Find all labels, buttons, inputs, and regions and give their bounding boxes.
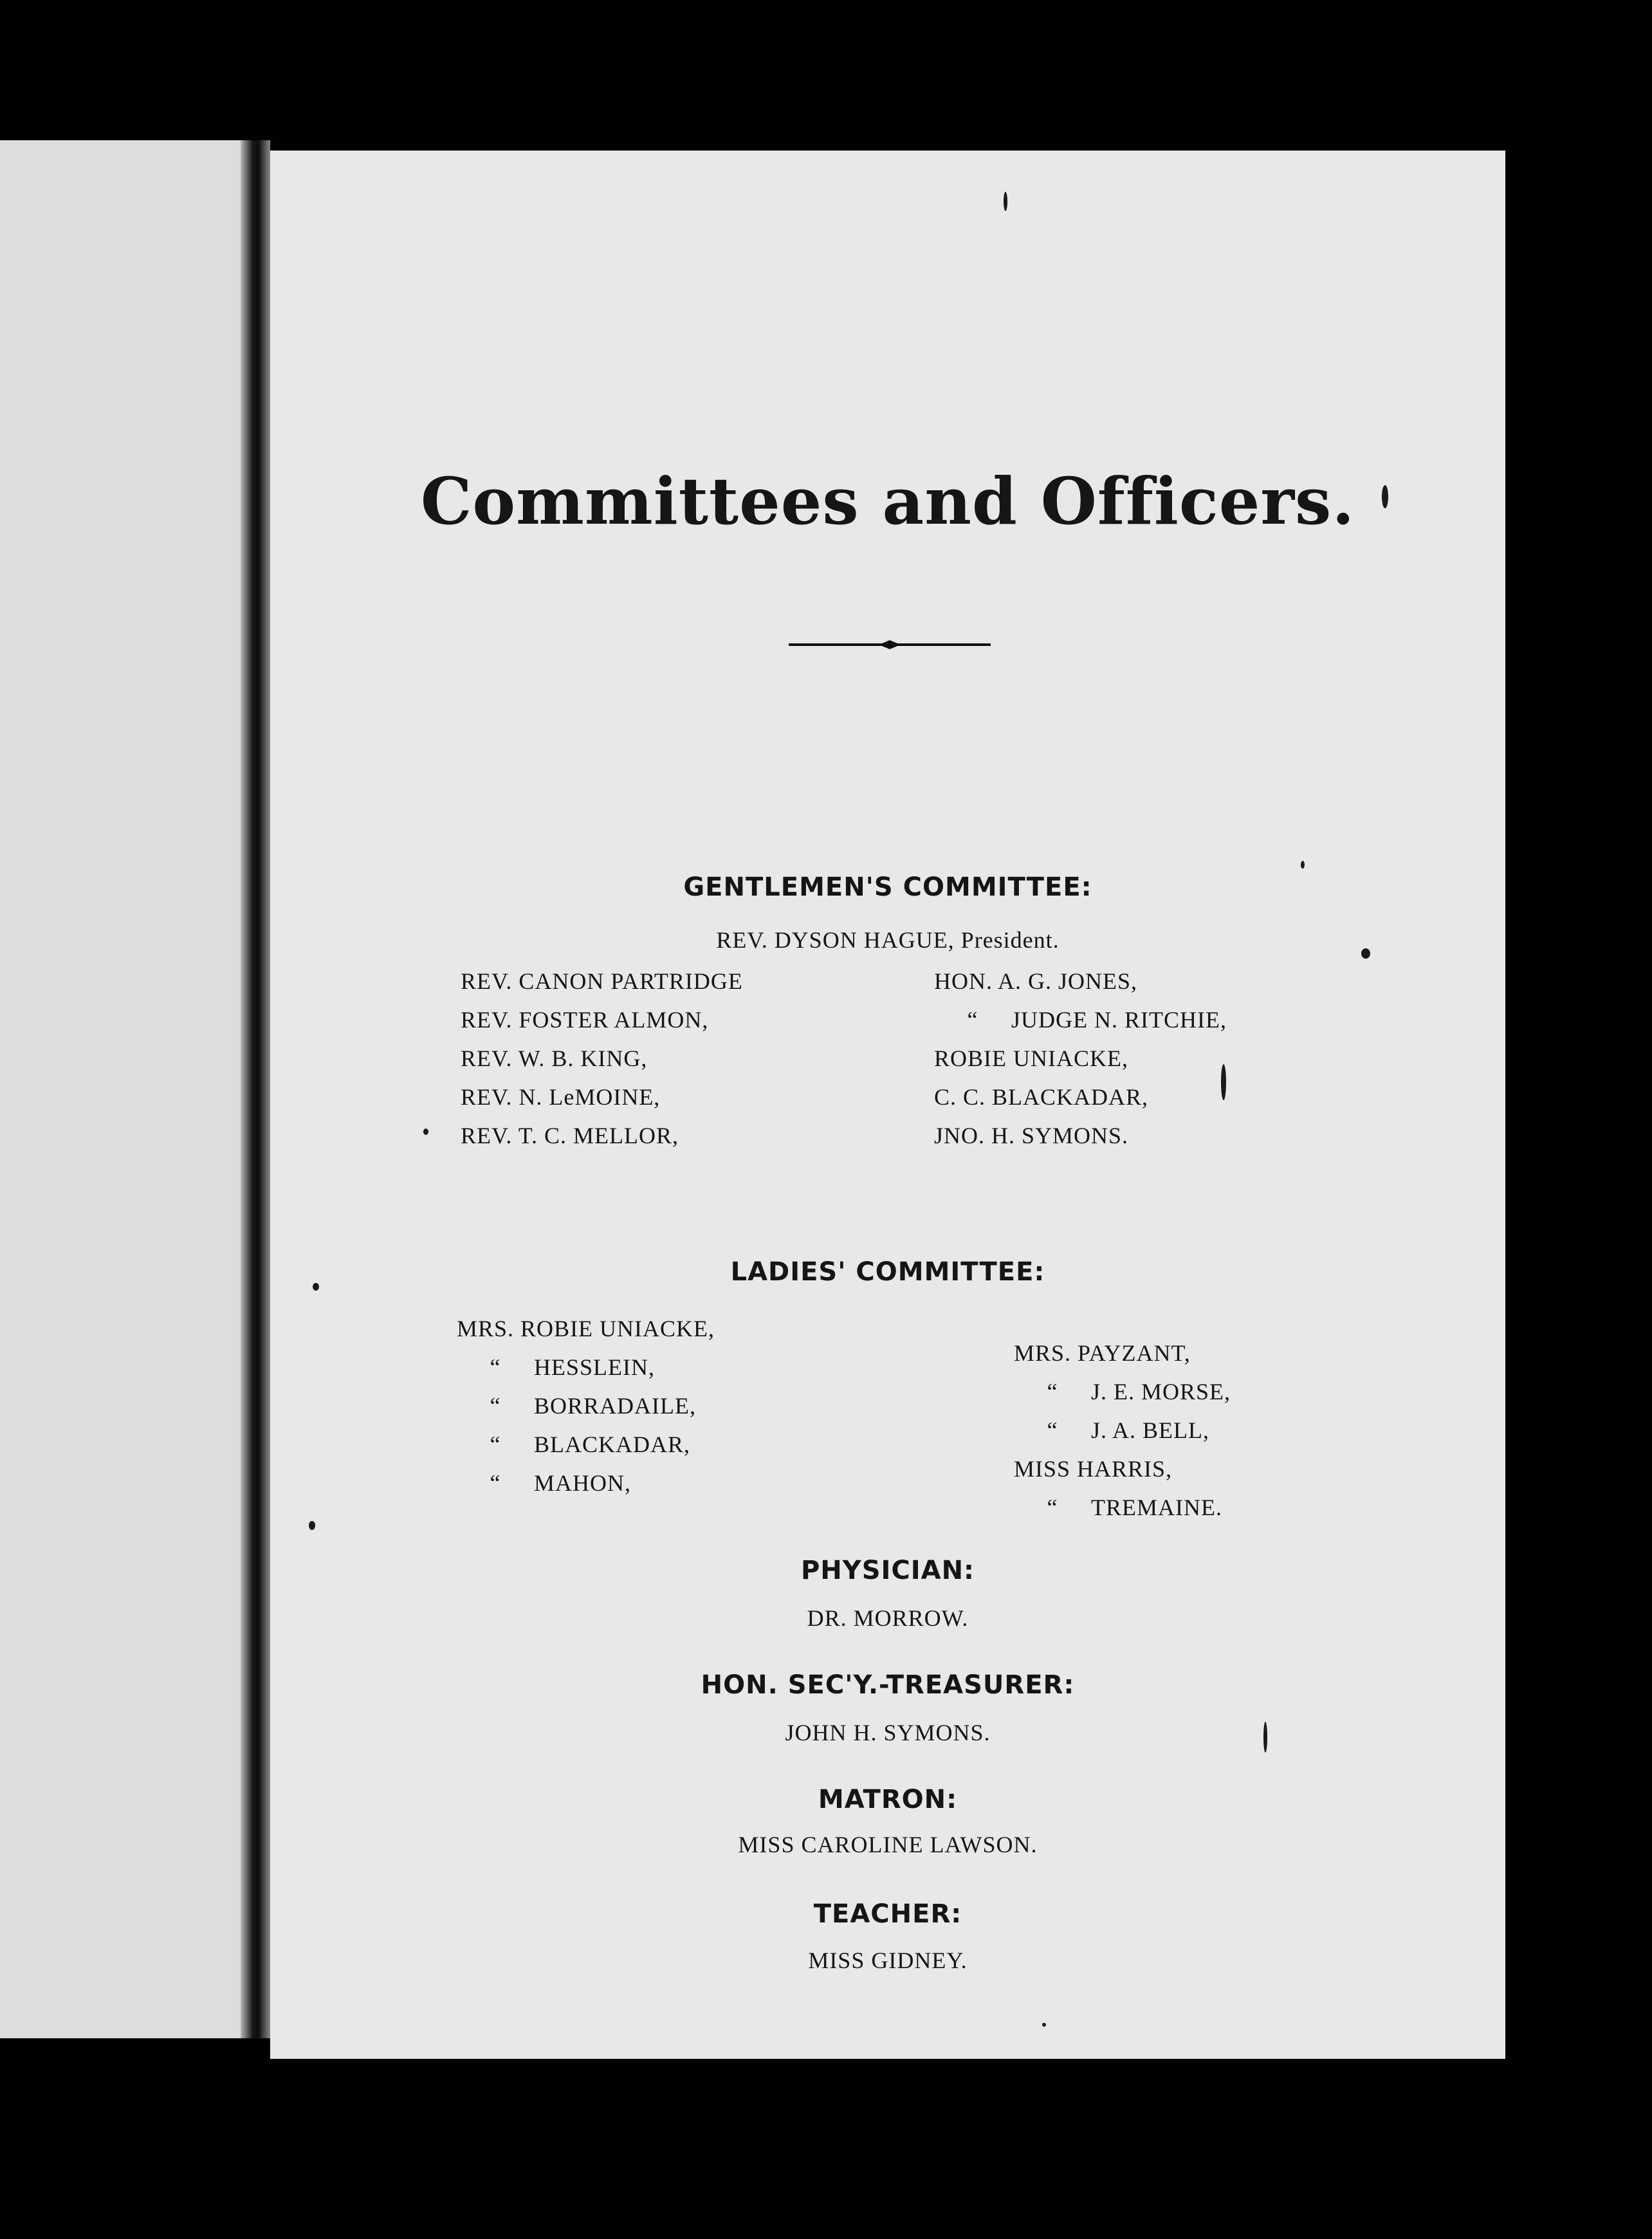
teacher-name: MISS GIDNEY. xyxy=(808,1948,968,1973)
gentleman-left-5: REV. T. C. MELLOR, xyxy=(461,1123,679,1148)
ditto-mark: “ xyxy=(490,1393,501,1419)
gentleman-right-3: ROBIE UNIACKE, xyxy=(934,1046,1128,1071)
lady-left-2-row xyxy=(457,1354,655,1381)
ornament-divider xyxy=(789,638,991,651)
gentleman-right-2-row xyxy=(934,1006,1227,1033)
ditto-mark: “ xyxy=(1047,1379,1058,1405)
lady-right-4: MISS HARRIS, xyxy=(1014,1456,1173,1482)
gentleman-right-5: JNO. H. SYMONS. xyxy=(934,1123,1129,1148)
lady-left-5-row xyxy=(457,1470,631,1497)
facing-page xyxy=(0,140,257,2038)
gentleman-left-1: REV. CANON PARTRIDGE xyxy=(461,968,743,994)
lady-right-1: MRS. PAYZANT, xyxy=(1014,1340,1191,1366)
lady-left-3-row xyxy=(457,1392,696,1419)
scan-speck xyxy=(1004,192,1007,211)
ditto-mark: “ xyxy=(490,1470,501,1496)
ditto-mark: “ xyxy=(1047,1417,1058,1443)
gentleman-right-4: C. C. BLACKADAR, xyxy=(934,1084,1149,1110)
matron-name: MISS CAROLINE LAWSON. xyxy=(738,1832,1038,1857)
lady-left-4: BLACKADAR, xyxy=(534,1432,691,1457)
treasurer-heading: HON. SEC'Y.-TREASURER: xyxy=(701,1670,1075,1700)
scan-speck xyxy=(423,1129,428,1135)
lady-left-3: BORRADAILE, xyxy=(534,1393,696,1419)
treasurer-name: JOHN H. SYMONS. xyxy=(785,1720,991,1746)
ditto-mark: “ xyxy=(490,1354,501,1380)
lady-right-5: TREMAINE. xyxy=(1091,1495,1222,1520)
scan-speck xyxy=(1263,1722,1267,1753)
lady-left-5: MAHON, xyxy=(534,1470,632,1496)
physician-heading: PHYSICIAN: xyxy=(800,1556,975,1585)
page-title: Committees and Officers. xyxy=(420,463,1355,539)
ditto-mark: “ xyxy=(490,1432,501,1457)
lady-right-2: J. E. MORSE, xyxy=(1091,1379,1231,1405)
teacher-heading: TEACHER: xyxy=(813,1899,962,1929)
document-page xyxy=(270,151,1505,2059)
scan-speck xyxy=(1361,948,1370,959)
lady-right-3-row xyxy=(1014,1417,1209,1444)
scan-speck xyxy=(313,1283,319,1291)
gentleman-right-1: HON. A. G. JONES, xyxy=(934,968,1138,994)
gentleman-left-3: REV. W. B. KING, xyxy=(461,1046,648,1071)
scan-speck xyxy=(1042,2023,1046,2027)
lady-right-5-row xyxy=(1014,1494,1222,1521)
gentleman-right-2: JUDGE N. RITCHIE, xyxy=(1011,1007,1227,1033)
ditto-mark: “ xyxy=(967,1007,978,1033)
scan-speck xyxy=(1301,861,1305,869)
lady-right-3: J. A. BELL, xyxy=(1091,1417,1210,1443)
matron-heading: MATRON: xyxy=(818,1785,958,1814)
lady-right-2-row xyxy=(1014,1378,1231,1405)
ladies-committee-heading: LADIES' COMMITTEE: xyxy=(730,1257,1045,1287)
scan-speck xyxy=(1382,485,1388,508)
lady-left-4-row xyxy=(457,1431,690,1458)
physician-name: DR. MORROW. xyxy=(807,1605,969,1631)
book-gutter xyxy=(241,140,270,2038)
ditto-mark: “ xyxy=(1047,1495,1058,1520)
gentleman-left-2: REV. FOSTER ALMON, xyxy=(461,1007,709,1033)
gentleman-left-4: REV. N. LeMOINE, xyxy=(461,1084,661,1110)
gentlemens-committee-heading: GENTLEMEN'S COMMITTEE: xyxy=(683,872,1092,902)
scan-speck xyxy=(1221,1064,1226,1100)
lady-left-1: MRS. ROBIE UNIACKE, xyxy=(457,1316,715,1341)
lady-left-2: HESSLEIN, xyxy=(534,1354,655,1380)
president-line: REV. DYSON HAGUE, President. xyxy=(716,927,1060,953)
scan-speck xyxy=(309,1521,315,1530)
